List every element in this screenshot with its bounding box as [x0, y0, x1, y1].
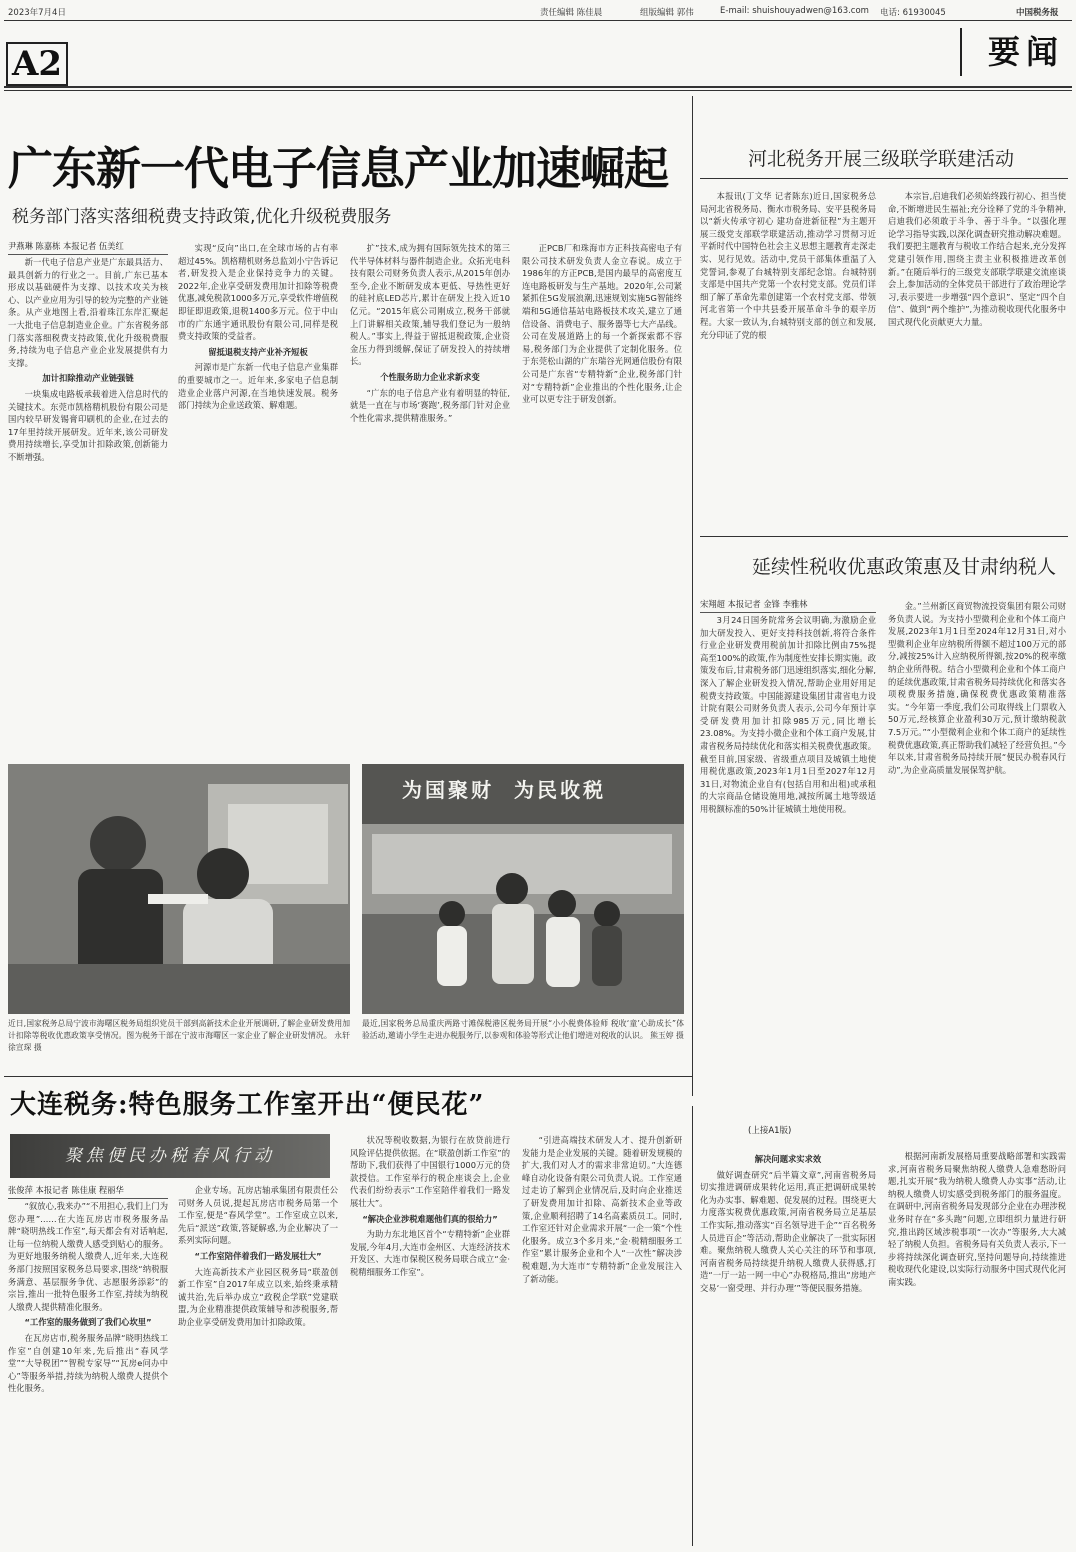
continued-marker: (上接A1版) — [748, 1126, 792, 1136]
dalian-column-2 — [178, 1184, 338, 1544]
masthead-bottom-rule-thin — [4, 90, 1072, 91]
dalian-column-1 — [8, 1200, 168, 1544]
dalian-subhead-3: “解决企业涉税难题他们真的很给力” — [362, 1213, 498, 1224]
lead-subheadline: 税务部门落实落细税费支持政策,优化升级税费服务 — [12, 207, 392, 227]
lead-subhead-3: 个性服务助力企业求新求变 — [380, 371, 480, 382]
photo-children-tax-hall-caption: 最近,国家税务总局重庆两路寸滩保税港区税务局开展“小小税费体验师 税收‘童’心助成长”体验活动,邀请小学生走进办税服务厅,以参观和体验等形式让他们增进对税收的认识。 熊玉婷 摄 — [362, 1019, 684, 1040]
dalian-subhead-2: “工作室陪伴着我们一路发展壮大” — [194, 1250, 322, 1261]
dalian-banner: 聚焦便民办税春风行动 — [10, 1134, 330, 1178]
hebei-col1-paragraph: 本报讯(丁文华 记者陈东)近日,国家税务总局河北省税务局、衡水市税务局、安平县税务局以“新火传承守初心 建功奋进新征程”为主题开展三级党支部联学联建活动,推动学习贯彻习近平新时代中国特色社会主义思想主题教育走深走实、见行见效。活动中,党员干部集体重温了入党誓词,参观了台城特别支部纪念馆。台城特别支部是中国共产党第一个农村党支部。党员们详细了解了革命先辈创建第一个农村党支部、带领河北省第一个中共县委开展革命斗争的艰辛历程。大家一致认为,台城特别支部的创立和发展,充分印证了党的根 — [700, 191, 876, 340]
dalian-top-rule — [4, 1076, 692, 1077]
photo-tax-officers-lab-illustration — [8, 764, 350, 1014]
photo-children-tax-hall-banner: 为国聚财 为民收税 — [402, 778, 606, 802]
hebei-bottom-rule — [700, 536, 1068, 537]
photo-tax-officers-lab-caption: 近日,国家税务总局宁波市海曙区税务局组织党员干部到高新技术企业开展调研,了解企业研发费用加计扣除等税收优惠政策享受情况。图为税务干部在宁波市海曙区一家企业了解企业研发情况。 永轩 徐宣琛 摄 — [8, 1019, 350, 1052]
contact-email: E-mail: shuishouyadwen@163.com — [720, 6, 869, 16]
dalian-headline: 大连税务:特色服务工作室开出“便民花” — [10, 1090, 485, 1120]
lead-col1-paragraph: 新一代电子信息产业是广东最具活力、最具创新力的行业之一。目前,广东已基本形成以基础硬件为支撑、以技术攻关为核心、以产业应用为引导的较为完整的产业链条。从产业地图上看,沿着珠江东岸汇聚起一大批电子信息制造业企业。广东省税务部门落实落细税费支持政策,优化升级税费服务,持续为电子信息产业企业发展提供有力支撑。 — [8, 257, 168, 368]
lead-column-2 — [178, 242, 338, 750]
hebei-rule — [700, 178, 1068, 179]
dalian-byline: 张俊萍 本报记者 陈佳康 程丽华 — [8, 1184, 168, 1199]
issue-date: 2023年7月4日 — [8, 8, 66, 18]
lead-subhead-2: 留抵退税支持产业补齐短板 — [208, 346, 308, 357]
hebei-headline: 河北税务开展三级联学联建活动 — [748, 148, 1015, 170]
dalian-col3b-paragraph: 为助力东北地区首个“专精特新”企业群发展,今年4月,大连市金州区、大连经济技术开发区、大连市保税区税务局联合成立“金·税精细服务工作室”。 — [350, 1229, 510, 1277]
dalian-subhead-1: “工作室的服务做到了我们心坎里” — [24, 1317, 152, 1328]
photo-tax-officers-lab — [8, 764, 350, 1014]
dalian-col2-paragraph: 企业专场。瓦房店轴承集团有限责任公司财务人员说,提起瓦房店市税务局第一个工作室,便是“春风学堂”。工作室成立以来,先后“派送”政策,答疑解惑,为企业解决了一系列实际问题。 — [178, 1185, 338, 1246]
continued-divider — [692, 1106, 693, 1546]
lead-column-4 — [522, 242, 682, 750]
page-number: A2 — [6, 42, 68, 86]
continued-col2-paragraph: 根据河南新发展格局重要战略部署和实践需求,河南省税务局聚焦纳税人缴费人急难愁盼问题,扎实开展“我为纳税人缴费人办实事”活动,让纳税人缴费人切实感受到税务部门的服务温度。在调研中,河南省税务局发现部分企业在办理涉税业务时存在“多头跑”问题,立即组织力量进行研究,推出跨区域涉税事项“一次办”等服务,大大减轻了纳税人负担。省税务局有关负责人表示,下一步将持续深化调查研究,坚持问题导向,持续推进税收现代化建设,以实际行动服务中国式现代化河南实践。 — [888, 1151, 1066, 1287]
contact-phone: 电话: 61930045 — [880, 8, 946, 18]
lead-headline: 广东新一代电子信息产业加速崛起 — [8, 142, 669, 195]
dalian-col2b-paragraph: 大连高新技术产业园区税务局“联盈创新工作室”自2017年成立以来,始终秉承精诚共治,先后举办成立“政税企学联”党建联盟,为企业精准提供政策辅导和涉税服务,帮助企业享受研发费用加计扣除政策。 — [178, 1266, 338, 1327]
gansu-column-1 — [700, 614, 876, 1096]
hebei-column-1 — [700, 190, 876, 530]
lead-subhead-1: 加计扣除推动产业链强链 — [42, 373, 134, 384]
lead-col4-paragraph: 正PCB厂和珠海市方正科技高密电子有限公司技术研发负责人金立春说。成立于1986年的方正PCB,是国内最早的高密度互连电路板研发与生产基地。2020年,公司紧紧抓住5G发展浪潮,迅速规划实施5G智能终端和5G通信基站电路板技术攻关,建立了通信设备、消费电子、服务器等七大产品线。公司在发展道路上的每一个新探索都不容易,税务部门为企业提供了定制化服务。位于东莞松山湖的广东瑞谷光网通信股份有限公司是广东省“专精特新”企业,税务部门针对“专精特新”企业推出的个性化服务,让企业可以更专注于研发创新。 — [522, 243, 682, 405]
gansu-col1-paragraph: 3月24日国务院常务会议明确,为激励企业加大研发投入、更好支持科技创新,将符合条件行业企业研发费用税前加计扣除比例由75%提高至100%的政策,作为制度性安排长期实施。政策发布后,甘肃税务部门迅速组织落实,细化分解,深入了解企业研发投入情况,帮助企业用好用足税费支持政策。中国能源建设集团甘肃省电力设计院有限公司财务负责人表示,公司今年预计享受研发费用加计扣除985万元,同比增长23.08%。为支持小微企业和个体工商户发展,甘肃省税务局持续优化和落实相关税费优惠政策。截至目前,国家级、省级重点项目及城镇土地使用税优惠政策,2023年1月1日至2027年12月31日,对物流企业自有(包括自用和出租)或承租的大宗商品仓储设施用地,减按所属土地等级适用税额标准的50%计征城镇土地使用税。 — [700, 615, 876, 814]
lead-col3b-paragraph: “广东的电子信息产业有着明显的特征,就是一直在与市场‘赛跑’,税务部门针对企业个性化需求,提供精准服务。” — [350, 387, 510, 423]
right-column-divider — [692, 96, 693, 1096]
continued-column-2 — [888, 1150, 1066, 1544]
gansu-byline: 宋翔超 本报记者 金锋 李雅林 — [700, 598, 876, 613]
dalian-col4-paragraph: “引进高端技术研发人才、提升创新研发能力是企业发展的关键。随着研发规模的扩大,我们对人才的需求非常迫切。”大连德峰自动化设备有限公司负责人说。工作室通过走访了解到企业情况后,及时向企业推送了研发费用加计扣除、高新技术企业等政策,企业顺利招聘了14名高素质员工。同时,工作室还针对企业需求开展“一企一策”个性化服务。成立3个多月来,“金·税精细服务工作室”累计服务企业和个人“一次性”解决涉税难题,为大连市“专精特新”企业发展注入了新动能。 — [522, 1135, 682, 1284]
masthead-bottom-rule — [4, 86, 1072, 88]
lead-col3-paragraph: 扩”技术,成为拥有国际领先技术的第三代半导体材料与器件制造企业。众拓光电科技有限公司财务负责人表示,从2015年创办至今,企业不断研发成本更低、导热性更好的硅衬底LED芯片,累计在研发上投入近10亿元。“2015年底公司刚成立,税务干部就上门讲解相关政策,辅导我们登记为一般纳税人。”事实上,得益于留抵退税政策,企业资金压力得到缓解,保证了研发投入的持续增长。 — [350, 243, 510, 367]
photo-children-tax-hall — [362, 764, 684, 1014]
gansu-headline: 延续性税收优惠政策惠及甘肃纳税人 — [752, 556, 1057, 578]
dalian-column-3 — [350, 1134, 510, 1544]
dalian-column-4 — [522, 1134, 682, 1544]
gansu-col2-paragraph: 金。”兰州新区商贸物流投资集团有限公司财务负责人说。为支持小型微利企业和个体工商户发展,2023年1月1日至2024年12月31日,对小型微利企业年应纳税所得额不超过100万元的部分,减按25%计入应纳税所得额,按20%的税率缴纳企业所得税。结合小型微利企业和个体工商户的延续优惠政策,甘肃省税务局持续优化和落实各项税费服务措施,确保税费优惠政策精准落实。“今年第一季度,我们公司取得线上门票收入50万元,经核算企业盈利30万元,预计缴纳税款7.5万元。”“小型微利企业和个体工商户的延续性税费优惠政策,真正帮助我们减轻了经营负担。”今年以来,甘肃省税务局持续开展“便民办税春风行动”,为企业高质量发展保驾护航。 — [888, 601, 1066, 775]
header-rule — [4, 20, 1072, 21]
layout-editor: 组版编辑 郭伟 — [640, 8, 694, 18]
dalian-col3-paragraph: 状况等税收数据,为银行在放贷前进行风险评估提供依据。在“联盈创新工作室”的帮助下,我们获得了中国银行1000万元的贷款授信。工作室举行的税企座谈会上,企业代表们纷纷表示“工作室陪伴着我们一路发展壮大”。 — [350, 1135, 510, 1208]
lead-byline: 尹燕琳 陈嘉栋 本报记者 伍美红 — [8, 240, 168, 255]
lead-column-3 — [350, 242, 510, 750]
dalian-col1b-paragraph: 在瓦房店市,税务服务品牌“晓明热线工作室”自创建10年来,先后推出“春风学堂”“大导税团”“智税专家导”“瓦房e问办中心”等服务举措,持续为纳税人缴费人提供个性化服务。 — [8, 1332, 168, 1394]
continued-column-1 — [700, 1150, 876, 1544]
dalian-col1-paragraph: “叙放心,我来办”“不用担心,我们上门为您办理”……在大连瓦房店市税务服务品牌“晓明热线工作室”,每天都会有对话响起,让每一位纳税人缴费人感受到贴心的服务。为更好地服务纳税人缴费人,近年来,大连税务部门按照国家税务总局要求,围绕“纳税服务满意、基层服务争优、志愿服务添彩”的宗旨,推出一批特色服务工作室,持续为纳税人缴费人提供精准化服务。 — [8, 1201, 168, 1312]
lead-col2-paragraph: 实现“反向”出口,在全球市场的占有率超过45%。凯格精机财务总监刘小宁告诉记者,研发投入是企业保持竞争力的关键。2022年,企业享受研发费用加计扣除等税费优惠,减免税款1000多万元,享受软件增值税即征即退政策,退税1400多万元。位于中山市的广东通宇通讯股份有限公司,同样是税费支持政策的受益者。 — [178, 243, 338, 342]
hebei-column-2 — [888, 190, 1066, 530]
continued-subhead: 解决问题求实求效 — [754, 1154, 822, 1164]
paper-name: 中国税务报 — [1016, 8, 1059, 18]
section-label: 要闻 — [960, 28, 1064, 76]
lead-col1b-paragraph: 一块集成电路板承载着进入信息时代的关键技术。东莞市凯格精机股份有限公司是国内较早研发锡膏印刷机的企业,在过去的17年里持续开展研发。近年来,该公司研发费用持续增长,享受加计扣除政策,创新能力不断增强。 — [8, 388, 168, 462]
lead-column-1 — [8, 256, 168, 750]
hebei-col2-paragraph: 本宗旨,启迪我们必须始终践行初心、担当使命,不断增进民生福祉;充分诠释了党的斗争精神,启迪我们必须敢于斗争、善于斗争。“以强化理论学习指导实践,以深化调查研究推动解决难题。我们要把主题教育与税收工作结合起来,充分发挥党建引领作用,围绕主责主业积极推进改革创新。”在随后举行的三级党支部联学联建交流座谈会上,参加活动的全体党员干部进行了政治理论学习,表示要进一步增强“四个意识”、坚定“四个自信”、做到“两个维护”,为推动税收现代化服务中国式现代化贡献更大力量。 — [888, 191, 1066, 327]
gansu-column-2 — [888, 600, 1066, 1096]
continued-col1-paragraph: 做好调查研究“后半篇文章”,河南省税务局切实推进调研成果转化运用,真正把调研成果转化为办实事、解难题、促发展的过程。围绕更大力度落实税费优惠政策,河南省税务局立足基层工作实际,推动落实“百名领导进千企”“百名税务人员进百企”等活动,帮助企业解决了一批实际困难。聚焦纳税人缴费人关心关注的环节和事项,河南省税务局持续提升纳税人缴费人获得感,打造“一厅一站一网一中心”办税格局,推出“房地产交易‘一窗受理、并行办理’”等便民服务措施。 — [700, 1169, 876, 1293]
responsible-editor: 责任编辑 陈佳晨 — [540, 8, 603, 18]
lead-col2b-paragraph: 河源市是广东新一代电子信息产业集群的重要城市之一。近年来,多家电子信息制造业企业落户河源,在当地快速发展。税务部门持续为企业送政策、解难题。 — [178, 362, 338, 411]
